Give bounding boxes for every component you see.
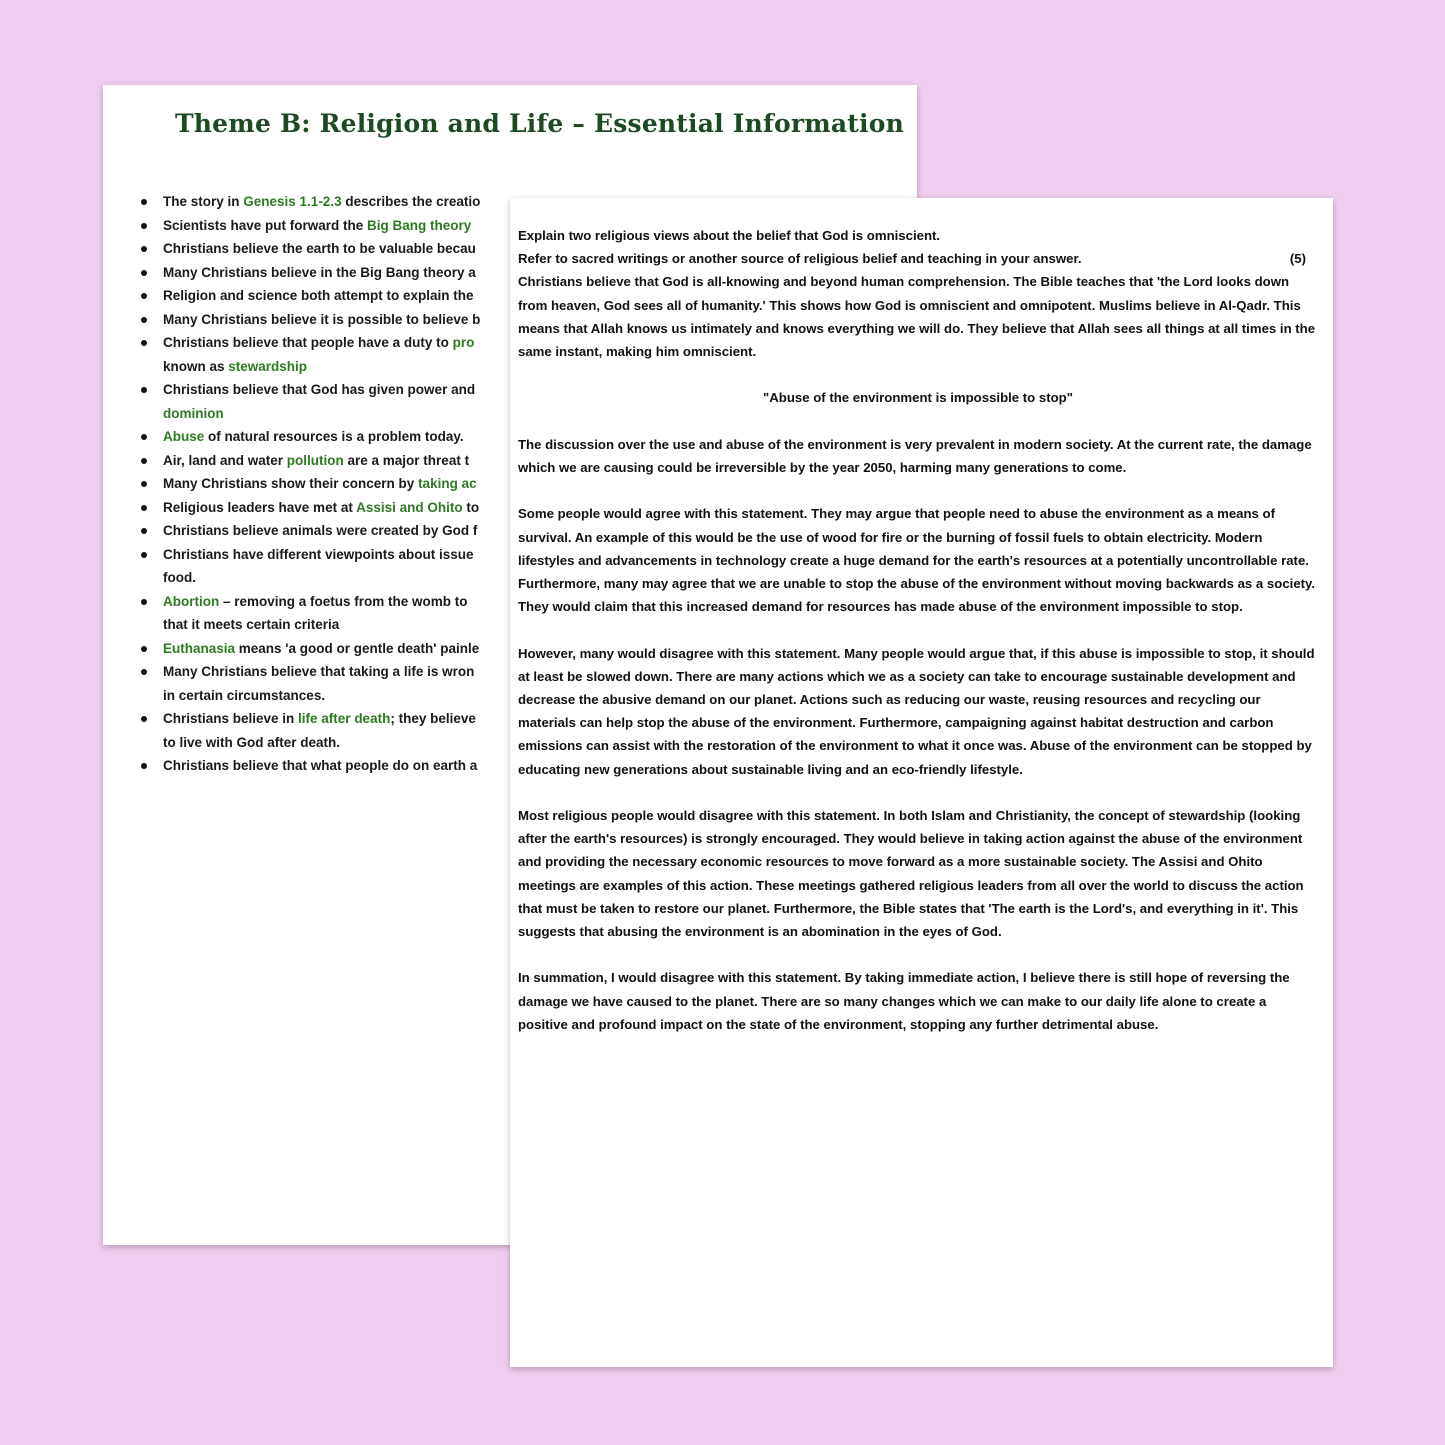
answer-paragraph: Christians believe that God is all-knowing and beyond human comprehension. The Bible teaches that 'the Lord looks down from heaven, God sees all of humanity.' This shows how God is omniscient and omnipotent. Muslims believe in Al-Qadr. This means that Allah knows us intimately and knows everything we will do. They believe that Allah sees all things at all times in the same instant, making him omniscient.: [518, 274, 1316, 360]
question-line-1: Explain two religious views about the belief that God is omniscient.: [518, 228, 941, 243]
bullet-item: [139, 449, 519, 473]
bullet-text: Many Christians show their concern by: [163, 476, 419, 491]
bullet-text: that it meets certain criteria: [163, 617, 340, 632]
bullet-item: [139, 261, 519, 285]
essay-paragraph: Some people would agree with this statement. They may argue that people need to abuse the environment as a means of survival. An example of this would be the use of wood for fire or the burning of fossil fuels to obtain electricity. Modern lifestyles and advancements in technology create a huge demand for the earth's resources at a potentially uncontrollable rate. Furthermore, many may agree that we are unable to stop the abuse of the environment without moving backwards as a society. They would claim that this increased demand for resources has made abuse of the environment impossible to stop.: [518, 506, 1316, 615]
bullet-text: – removing a foetus from the womb to: [219, 593, 468, 609]
bullet-text: ; they believe: [390, 711, 476, 726]
key-term: Assisi and Ohito: [356, 499, 463, 515]
sheet-title: Theme B: Religion and Life – Essential Information: [175, 109, 904, 138]
bullet-item: [139, 543, 519, 590]
key-term: pro: [452, 335, 475, 350]
bullet-text: The story in: [163, 194, 244, 209]
bullet-text: Religious leaders have met at: [163, 499, 357, 515]
key-term: taking ac: [418, 476, 477, 491]
key-term: stewardship: [228, 358, 308, 374]
bullet-item: [139, 754, 519, 778]
essay-title: "Abuse of the environment is impossible to stop": [763, 390, 1073, 406]
bullet-text: Christians believe that what people do on earth a: [163, 758, 478, 773]
key-term: Genesis 1.1-2.3: [243, 194, 342, 209]
bullet-text: Christians believe that God has given power and: [163, 382, 476, 397]
bullet-text: are a major threat t: [343, 452, 470, 468]
bullet-text: Christians believe in: [163, 711, 299, 726]
bullet-item: [139, 472, 519, 496]
key-term: dominion: [163, 405, 224, 421]
bullet-item: [139, 331, 519, 378]
bullet-item: [139, 637, 519, 661]
bullet-text: of natural resources is a problem today.: [204, 429, 464, 444]
question-text: Refer to sacred writings or another source of religious belief and teaching in your answer.: [518, 251, 1082, 267]
bullet-item: [139, 425, 519, 449]
essay-paragraph: Most religious people would disagree with this statement. In both Islam and Christianity, the concept of stewardship (looking after the earth's resources) is strongly encouraged. They would believe in taking action against the abuse of the environment and providing the necessary economic resources to move forward as a more sustainable society. The Assisi and Ohito meetings are examples of this action. These meetings gathered religious leaders from all over the world to discuss the action that must be taken to restore our planet. Furthermore, the Bible states that 'The earth is the Lord's, and everything in it'. This suggests that abusing the environment is an abomination in the eyes of God.: [518, 808, 1304, 940]
key-term: Big Bang theory: [367, 217, 472, 233]
bullet-item: [139, 707, 519, 754]
key-term: Abortion: [163, 593, 220, 609]
bullet-text: in certain circumstances.: [163, 687, 326, 703]
bullet-item: [139, 284, 519, 308]
marks: (5): [1289, 251, 1306, 267]
key-term: Euthanasia: [163, 640, 236, 656]
bullet-text: to live with God after death.: [163, 734, 341, 750]
essay-paragraph: In summation, I would disagree with this statement. By taking immediate action, I believe there is still hope of reversing the damage we have caused to the planet. There are so many changes which we can make to our daily life alone to create a positive and profound impact on the state of the environment, stopping any further detrimental abuse.: [518, 970, 1290, 1032]
key-term: Abuse: [163, 429, 205, 444]
bullet-text: Religion and science both attempt to explain the: [163, 288, 474, 303]
bullet-text: Many Christians believe in the Big Bang theory a: [163, 264, 476, 280]
bullet-item: [139, 590, 519, 637]
key-term: pollution: [286, 452, 344, 468]
bullet-item: [139, 190, 519, 214]
bullet-list: [139, 190, 519, 778]
bullet-text: Many Christians believe that taking a life is wron: [163, 664, 475, 679]
bullet-text: known as: [163, 358, 229, 374]
bullet-text: Scientists have put forward the: [163, 217, 368, 233]
essay-paragraph: The discussion over the use and abuse of the environment is very prevalent in modern society. At the current rate, the damage which we are causing could be irreversible by the year 2050, harming many generations to come.: [518, 436, 1312, 475]
bullet-item: [139, 378, 519, 425]
bullet-text: describes the creatio: [341, 194, 481, 209]
bullet-text: to: [462, 499, 480, 515]
question-line-2: [518, 247, 1318, 270]
bullet-text: Christians have different viewpoints about issue: [163, 546, 474, 562]
bullet-text: means 'a good or gentle death' painle: [235, 640, 480, 656]
exam-answer-sheet: [510, 198, 1333, 1367]
bullet-text: Air, land and water: [163, 452, 287, 468]
bullet-item: [139, 214, 519, 238]
bullet-item: [139, 308, 519, 332]
bullet-item: [139, 519, 519, 543]
bullet-text: food.: [163, 570, 196, 585]
key-term: life after death: [298, 711, 391, 726]
bullet-text: Christians believe animals were created by God f: [163, 523, 478, 538]
bullet-text: Christians believe that people have a duty to: [163, 335, 453, 350]
bullet-item: [139, 496, 519, 520]
bullet-item: [139, 660, 519, 707]
bullet-text: Christians believe the earth to be valuable becau: [163, 241, 476, 256]
bullet-text: Many Christians believe it is possible to believe b: [163, 311, 481, 327]
bullet-item: [139, 237, 519, 261]
essay-paragraph: However, many would disagree with this statement. Many people would argue that, if this abuse is impossible to stop, it should at least be slowed down. There are many actions which we as a society can take to encourage sustainable development and decrease the abusive demand on our planet. Actions such as reducing our waste, reusing resources and recycling our materials can help stop the abuse of the environment. Furthermore, campaigning against habitat destruction and carbon emissions can assist with the restoration of the environment to what it once was. Abuse of the environment can be stopped by educating new generations about sustainable living and an eco-friendly lifestyle.: [518, 645, 1315, 777]
